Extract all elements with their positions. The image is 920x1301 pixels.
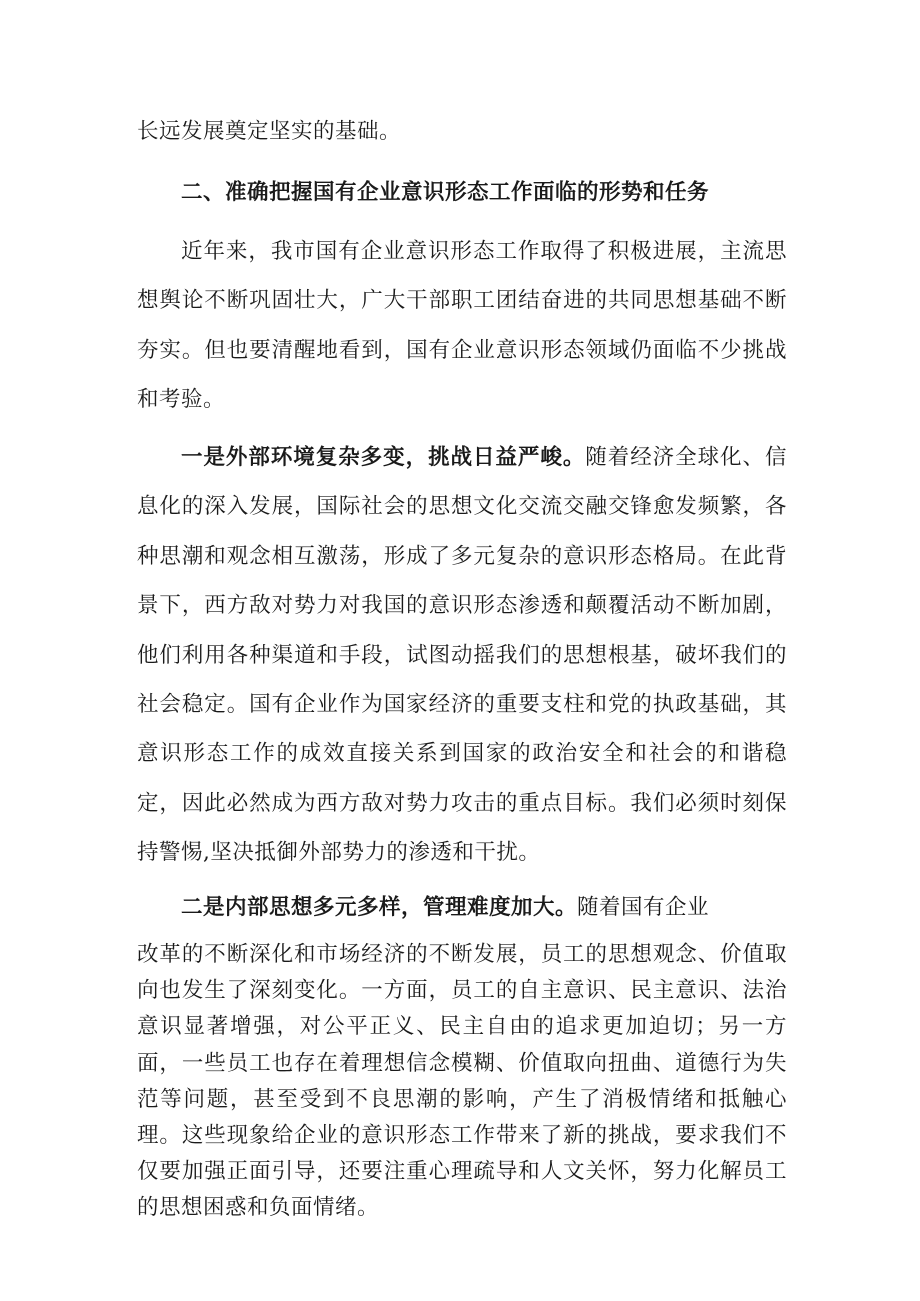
paragraph-text: 近年来，我市国有企业意识形态工作取得了积极进展，主流思想舆论不断巩固壮大，广大干部职工团结奋进的共同思想基础不断夯实。但也要清醒地看到，国有企业意识形态领域仍面临不少挑战和考验。 xyxy=(137,239,787,413)
section-heading-2: 二、准确把握国有企业意识形态工作面临的形势和任务 xyxy=(181,180,710,205)
point-2-body-rest: 改革的不断深化和市场经济的不断发展，员工的思想观念、价值取向也发生了深刻变化。一方面，员工的自主意识、民主意识、法治意识显著增强，对公平正义、民主自由的追求更加迫切；另一方面，一些员工也存在着理想信念模糊、价值取向扭曲、道德行为失范等问题，甚至受到不良思潮的影响，产生了消极情绪和抵触心理。这些现象给企业的意识形态工作带来了新的挑战，要求我们不仅要加强正面引导，还要注重心理疏导和人文关怀，努力化解员工的思想困惑和负面情绪。 xyxy=(137,942,787,1221)
point-1-lead: 一是外部环境复杂多变，挑战日益严峻。 xyxy=(181,445,586,470)
point-1-body: 随着经济全球化、信息化的深入发展，国际社会的思想文化交流交融交锋愈发频繁，各种思潮和观念相互激荡，形成了多元复杂的意识形态格局。在此背景下，西方敌对势力对我国的意识形态渗透和颠覆活动不断加剧，他们利用各种渠道和手段，试图动摇我们的思想根基，破坏我们的社会稳定。国有企业作为国家经济的重要支柱和党的执政基础，其意识形态工作的成效直接关系到国家的政治安全和社会的和谐稳定，因此必然成为西方敌对势力攻击的重点目标。我们必须时刻保持警惕,坚决抵御外部势力的渗透和干扰。 xyxy=(137,445,787,866)
paragraph-point-2-rest xyxy=(137,937,787,1227)
point-2-body-first: 随着国有企业 xyxy=(577,895,710,920)
paragraph-point-1 xyxy=(137,433,787,878)
paragraph-point-2-first-line xyxy=(137,883,797,932)
paragraph-continuation xyxy=(137,107,787,156)
point-2-lead: 二是内部思想多元多样，管理难度加大。 xyxy=(181,895,578,920)
paragraph-text: 长远发展奠定坚实的基础。 xyxy=(137,119,402,144)
paragraph-intro xyxy=(137,227,787,425)
